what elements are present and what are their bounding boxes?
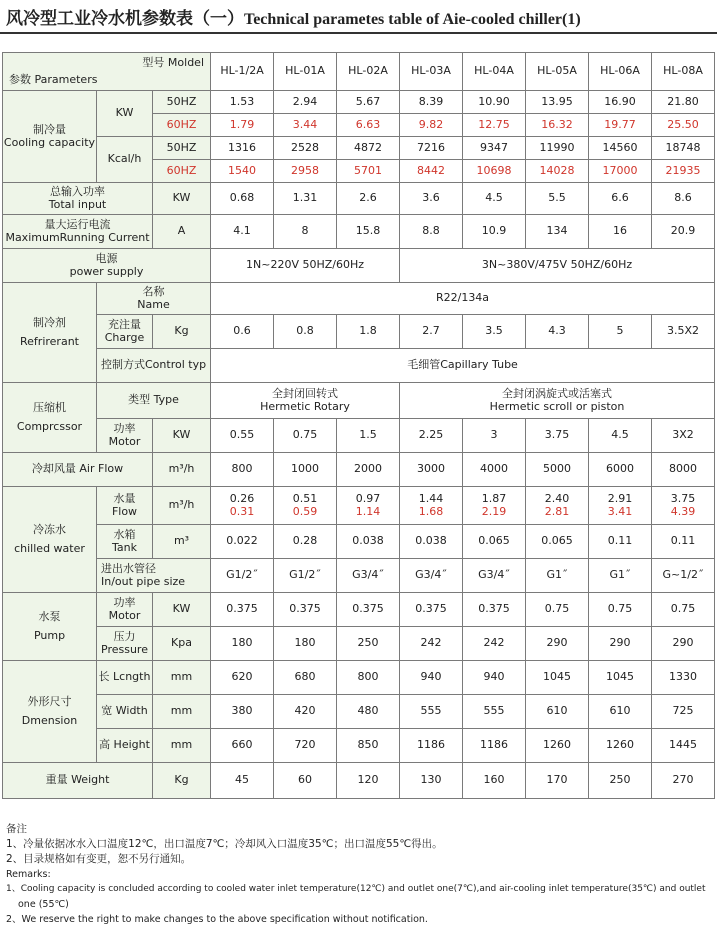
unit: KW [153, 593, 211, 627]
cell: 3.44 [274, 114, 337, 137]
refrigerant-name-value: R22/134a [211, 283, 715, 315]
air-flow-label: 冷却风量 Air Flow [3, 453, 153, 487]
cell: 12.75 [463, 114, 526, 137]
pump-motor-label: 功率 Motor [97, 593, 153, 627]
cell: 8.39 [400, 91, 463, 114]
model-header: HL-04A [463, 53, 526, 91]
cell: 10.9 [463, 215, 526, 249]
cell: 2000 [337, 453, 400, 487]
cell: 8442 [400, 160, 463, 183]
cell: 0.11 [652, 525, 715, 559]
cell: 0.375 [211, 593, 274, 627]
cell: 4.5 [589, 419, 652, 453]
flow-cell: 2.40 2.81 [526, 487, 589, 525]
cell: 0.75 [589, 593, 652, 627]
cell: 8 [274, 215, 337, 249]
cell: 16.32 [526, 114, 589, 137]
cell: 8.6 [652, 183, 715, 215]
refrigerant-label: 制冷剂 Refrirerant [3, 283, 97, 383]
cell: 2.6 [337, 183, 400, 215]
cell: G3/4˝ [400, 559, 463, 593]
cell: 9347 [463, 137, 526, 160]
cell: 130 [400, 763, 463, 799]
compressor-type-rotary: 全封闭回转式 Hermetic Rotary [211, 383, 400, 419]
cell: 1.53 [211, 91, 274, 114]
charge-label: 充注量 Charge [97, 315, 153, 349]
notes-heading: 备注 [6, 823, 27, 835]
cell: 180 [274, 627, 337, 661]
cell: 6.63 [337, 114, 400, 137]
cell: 480 [337, 695, 400, 729]
cell: 555 [400, 695, 463, 729]
cell: 1000 [274, 453, 337, 487]
flow-cell: 0.97 1.14 [337, 487, 400, 525]
cell: 0.75 [652, 593, 715, 627]
title-rule [0, 32, 717, 34]
cell: G3/4˝ [337, 559, 400, 593]
unit: KW [153, 183, 211, 215]
cell: 19.77 [589, 114, 652, 137]
model-header: HL-02A [337, 53, 400, 91]
length-label: 长 Lcngth [97, 661, 153, 695]
compressor-type-scroll: 全封闭涡旋式或活塞式 Hermetic scroll or piston [400, 383, 715, 419]
cell: 0.75 [274, 419, 337, 453]
cell: 680 [274, 661, 337, 695]
cell: 8.8 [400, 215, 463, 249]
cell: 2.25 [400, 419, 463, 453]
cell: 134 [526, 215, 589, 249]
total-input-label: 总输入功率 Total input [3, 183, 153, 215]
cell: 800 [211, 453, 274, 487]
hz50-label: 50HZ [153, 91, 211, 114]
unit: Kpa [153, 627, 211, 661]
cell: 14560 [589, 137, 652, 160]
cell: 60 [274, 763, 337, 799]
page-title: 风冷型工业冷水机参数表（一）Technical parametes table of Aie-cooled chiller(1) [6, 9, 581, 29]
header-row [3, 53, 715, 91]
cell: G~1/2˝ [652, 559, 715, 593]
hz60-label: 60HZ [153, 114, 211, 137]
width-label: 宽 Width [97, 695, 153, 729]
cell: 2.7 [400, 315, 463, 349]
cell: 4.5 [463, 183, 526, 215]
cell: 4.3 [526, 315, 589, 349]
model-label: 型号 Moldel [142, 56, 205, 69]
cell: 660 [211, 729, 274, 763]
unit: m³/h [153, 487, 211, 525]
weight-label: 重量 Weight [3, 763, 153, 799]
cell: 3000 [400, 453, 463, 487]
cell: 3X2 [652, 419, 715, 453]
cell: 250 [589, 763, 652, 799]
cell: 800 [337, 661, 400, 695]
cell: 290 [652, 627, 715, 661]
tank-label: 水箱 Tank [97, 525, 153, 559]
unit: m³ [153, 525, 211, 559]
cell: 11990 [526, 137, 589, 160]
unit: mm [153, 661, 211, 695]
cell: 0.68 [211, 183, 274, 215]
cell: 850 [337, 729, 400, 763]
cell: 2.94 [274, 91, 337, 114]
model-header: HL-05A [526, 53, 589, 91]
cell: 0.038 [400, 525, 463, 559]
header-diag-cell [3, 53, 211, 91]
cell: 0.375 [337, 593, 400, 627]
cell: 7216 [400, 137, 463, 160]
cell: G1/2˝ [274, 559, 337, 593]
height-label: 高 Height [97, 729, 153, 763]
cell: 3.75 [526, 419, 589, 453]
compressor-label: 压缩机 Comprcssor [3, 383, 97, 453]
cell: 420 [274, 695, 337, 729]
cell: 3 [463, 419, 526, 453]
cell: 5.5 [526, 183, 589, 215]
cell: 250 [337, 627, 400, 661]
cell: 1316 [211, 137, 274, 160]
cell: 2528 [274, 137, 337, 160]
note-cn-2: 2、目录规格如有变更，恕不另行通知。 [6, 853, 192, 865]
unit: Kg [153, 315, 211, 349]
cell: 10.90 [463, 91, 526, 114]
cell: 25.50 [652, 114, 715, 137]
cell: 380 [211, 695, 274, 729]
cell: 1445 [652, 729, 715, 763]
cell: 0.065 [463, 525, 526, 559]
remarks-heading: Remarks: [6, 869, 51, 880]
cell: 13.95 [526, 91, 589, 114]
model-header: HL-01A [274, 53, 337, 91]
unit: A [153, 215, 211, 249]
notes [6, 822, 712, 927]
params-label: 参数 Parameters [9, 73, 98, 87]
cell: 0.038 [337, 525, 400, 559]
cell: 242 [463, 627, 526, 661]
cell: 242 [400, 627, 463, 661]
cell: 120 [337, 763, 400, 799]
cell: 5.67 [337, 91, 400, 114]
cell: 1.79 [211, 114, 274, 137]
chilled-water-label: 冷冻水 chilled water [3, 487, 97, 593]
cell: 1186 [463, 729, 526, 763]
cell: 720 [274, 729, 337, 763]
cell: 0.375 [274, 593, 337, 627]
flow-cell: 3.75 4.39 [652, 487, 715, 525]
cell: 17000 [589, 160, 652, 183]
unit: KW [153, 419, 211, 453]
cell: 0.6 [211, 315, 274, 349]
cell: 45 [211, 763, 274, 799]
note-en-2: 2、We reserve the right to make changes to the above specification without notification. [6, 914, 428, 925]
compressor-type-label: 类型 Type [97, 383, 211, 419]
flow-cell: 0.26 0.31 [211, 487, 274, 525]
cell: 1330 [652, 661, 715, 695]
cell: 8000 [652, 453, 715, 487]
flow-cell: 1.44 1.68 [400, 487, 463, 525]
cell: 160 [463, 763, 526, 799]
cell: 940 [400, 661, 463, 695]
cell: 1540 [211, 160, 274, 183]
hz60-label: 60HZ [153, 160, 211, 183]
cell: 940 [463, 661, 526, 695]
cell: 5 [589, 315, 652, 349]
cell: 0.75 [526, 593, 589, 627]
motor-label: 功率 Motor [97, 419, 153, 453]
hz50-label: 50HZ [153, 137, 211, 160]
cell: 4872 [337, 137, 400, 160]
cell: 0.065 [526, 525, 589, 559]
model-header: HL-06A [589, 53, 652, 91]
note-cn-1: 1、冷量依据冰水入口温度12℃，出口温度7℃；冷却风入口温度35℃；出口温度55℃得出。 [6, 838, 443, 850]
cell: 0.8 [274, 315, 337, 349]
cell: 6000 [589, 453, 652, 487]
cell: 1186 [400, 729, 463, 763]
cell: 1045 [589, 661, 652, 695]
pump-label: 水泵 Pump [3, 593, 97, 661]
cell: 620 [211, 661, 274, 695]
cell: 5000 [526, 453, 589, 487]
cell: 5701 [337, 160, 400, 183]
cell: 1.5 [337, 419, 400, 453]
cell: 10698 [463, 160, 526, 183]
cell: 180 [211, 627, 274, 661]
dimension-label: 外形尺寸 Dmension [3, 661, 97, 763]
flow-cell: 0.51 0.59 [274, 487, 337, 525]
unit: mm [153, 729, 211, 763]
cell: 0.022 [211, 525, 274, 559]
cell: 9.82 [400, 114, 463, 137]
cell: 610 [589, 695, 652, 729]
cell: 290 [589, 627, 652, 661]
unit: m³/h [153, 453, 211, 487]
control-type-value: 毛细管Capillary Tube [211, 349, 715, 383]
refrigerant-name-label: 名称 Name [97, 283, 211, 315]
cell: 1.8 [337, 315, 400, 349]
cell: 14028 [526, 160, 589, 183]
cell: 1260 [526, 729, 589, 763]
cell: 1.31 [274, 183, 337, 215]
model-header: HL-03A [400, 53, 463, 91]
cell: G1/2˝ [211, 559, 274, 593]
flow-cell: 1.87 2.19 [463, 487, 526, 525]
cell: 0.55 [211, 419, 274, 453]
unit: Kg [153, 763, 211, 799]
power-supply-single: 1N~220V 50HZ/60Hz [211, 249, 400, 283]
cell: 4.1 [211, 215, 274, 249]
model-header: HL-1/2A [211, 53, 274, 91]
control-type-label: 控制方式Control typ [97, 349, 211, 383]
cell: 15.8 [337, 215, 400, 249]
kcal-unit: Kcal/h [97, 137, 153, 183]
cell: 3.5X2 [652, 315, 715, 349]
note-en-1-cont: one (55℃) [18, 899, 69, 910]
cell: 1045 [526, 661, 589, 695]
note-en-1: 1、Cooling capacity is concluded according to cooled water inlet temperature(12℃) and outlet one(7℃),and air-cooling inlet temperature(35℃) and outlet [6, 884, 706, 894]
cell: 270 [652, 763, 715, 799]
cell: 290 [526, 627, 589, 661]
cell: G1˝ [589, 559, 652, 593]
pressure-label: 压力 Pressure [97, 627, 153, 661]
cell: 16.90 [589, 91, 652, 114]
kw-unit: KW [97, 91, 153, 137]
cell: 0.28 [274, 525, 337, 559]
unit: mm [153, 695, 211, 729]
model-header: HL-08A [652, 53, 715, 91]
cell: 3.6 [400, 183, 463, 215]
cell: 16 [589, 215, 652, 249]
spec-table [2, 52, 715, 799]
cell: 610 [526, 695, 589, 729]
flow-cell: 2.91 3.41 [589, 487, 652, 525]
cell: G3/4˝ [463, 559, 526, 593]
cooling-capacity-label: 制冷量 Cooling capacity [3, 91, 97, 183]
cell: 18748 [652, 137, 715, 160]
power-supply-three: 3N~380V/475V 50HZ/60Hz [400, 249, 715, 283]
cell: 20.9 [652, 215, 715, 249]
cell: 2958 [274, 160, 337, 183]
cell: G1˝ [526, 559, 589, 593]
cell: 3.5 [463, 315, 526, 349]
cell: 0.375 [463, 593, 526, 627]
cell: 1260 [589, 729, 652, 763]
cell: 725 [652, 695, 715, 729]
cell: 6.6 [589, 183, 652, 215]
pipe-size-label: 进出水管径 In/out pipe size [97, 559, 211, 593]
max-current-label: 量大运行电流 MaximumRunning Current [3, 215, 153, 249]
flow-label: 水量 Flow [97, 487, 153, 525]
cell: 0.11 [589, 525, 652, 559]
cell: 0.375 [400, 593, 463, 627]
cell: 555 [463, 695, 526, 729]
cell: 4000 [463, 453, 526, 487]
cell: 21.80 [652, 91, 715, 114]
power-supply-label: 电源 power supply [3, 249, 211, 283]
cell: 170 [526, 763, 589, 799]
cell: 21935 [652, 160, 715, 183]
